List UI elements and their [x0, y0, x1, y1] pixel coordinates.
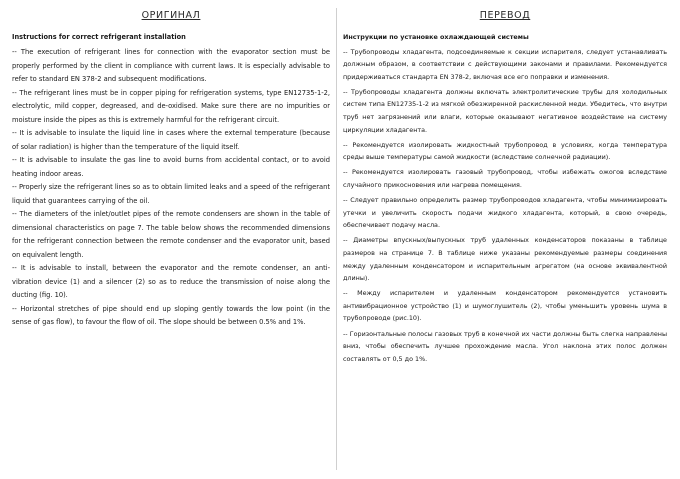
- original-paragraph: -- The refrigerant lines must be in copper piping for refrigeration systems, type EN12735-1-2, electrolytic, mild copper, degreased, and de-oxidised. Make sure there are no impurities or moisture inside the pipes as this is extremely harmful for the refrigerant circuit.: [12, 88, 330, 124]
- original-column: [12, 10, 330, 330]
- original-paragraph: -- The diameters of the inlet/outlet pipes of the remote condensers are shown in the table of dimensional characteristics on page 7. The table below shows the recommended dimensions for the refrigerant connection between the remote condenser and the evaporator unit, based on equivalent length.: [12, 210, 330, 259]
- translation-text: [343, 31, 667, 365]
- translation-paragraph: -- Горизонтальные полосы газовых труб в конечной их части должны быть слегка направлены вниз, чтобы обеспечить лучшее прохождение масла. Угол наклона этих полос должен составлять от 0,5 до 1%.: [343, 329, 667, 363]
- translation-paragraph: -- Между испарителем и удаленным конденсатором рекомендуется установить антивибрационное устройство (1) и шумоглушитель (2), чтобы уменьшить уровень шума в трубопроводе (рис.10).: [343, 289, 667, 323]
- column-divider: [336, 8, 337, 470]
- translation-paragraph: -- Рекомендуется изолировать жидкостный трубопровод в условиях, когда температура среды выше температуры самой жидкости (вследствие солнечной радиации).: [343, 140, 667, 162]
- original-paragraph: -- It is advisable to insulate the gas line to avoid burns from accidental contact, or to avoid heating indoor areas.: [12, 156, 330, 178]
- original-title: Instructions for correct refrigerant installation: [12, 33, 186, 41]
- original-text: [12, 31, 330, 330]
- translation-paragraph: -- Диаметры впускных/выпускных труб удаленных конденсаторов показаны в таблице размеров на странице 7. В таблице ниже указаны рекомендуемые размеры соединения между удаленным конденсатором и испарительным агрегатом (на основе эквивалентной длины).: [343, 236, 667, 283]
- translation-paragraph: -- Трубопроводы хладагента должны включать электролитические трубы для холодильных систем типа EN12735-1-2 из мягкой обезжиренной раскисленной меди. Убедитесь, что внутри труб нет загрязнений или влаги, которые оказывают негативное воздействие на систему циркуляции хладагента.: [343, 87, 667, 134]
- translation-paragraph: -- Трубопроводы хладагента, подсоединяемые к секции испарителя, следует устанавливать должным образом, в соответствии с действующими законами и правилами. Рекомендуется придерживаться стандарта EN 378-2, включая все его поправки и изменения.: [343, 47, 667, 81]
- translation-paragraph: -- Рекомендуется изолировать газовый трубопровод, чтобы избежать ожогов вследствие случайного прикосновения или нагрева помещения.: [343, 168, 667, 190]
- translation-column: [343, 10, 667, 368]
- translation-title: Инструкции по установке охлаждающей системы: [343, 33, 529, 41]
- original-paragraph: -- It is advisable to insulate the liquid line in cases where the external temperature (because of solar radiation) is higher than the temperature of the liquid itself.: [12, 129, 330, 151]
- original-header: ОРИГИНАЛ: [141, 10, 201, 21]
- original-paragraph: -- It is advisable to install, between the evaporator and the remote condenser, an anti-vibration device (1) and a silencer (2) so as to reduce the transmission of noise along the ducting (fig. 10).: [12, 264, 330, 299]
- original-paragraph: -- Horizontal stretches of pipe should end up sloping gently towards the low point (in the sense of gas flow), to favour the flow of oil. The slope should be between 0.5% and 1%.: [12, 304, 330, 326]
- original-paragraph: -- Properly size the refrigerant lines so as to obtain limited leaks and a speed of the refrigerant liquid that guarantees carrying of the oil.: [12, 183, 330, 205]
- translation-header: ПЕРЕВОД: [479, 10, 531, 21]
- translation-paragraph: -- Следует правильно определить размер трубопроводов хладагента, чтобы минимизировать утечки и увеличить скорость подачи жидкого хладагента, который, в свою очередь, обеспечивает подачу масла.: [343, 196, 667, 230]
- original-paragraph: -- The execution of refrigerant lines for connection with the evaporator section must be properly performed by the client in compliance with current laws. It is especially advisable to refer to standard EN 378-2 and subsequent modifications.: [12, 48, 330, 83]
